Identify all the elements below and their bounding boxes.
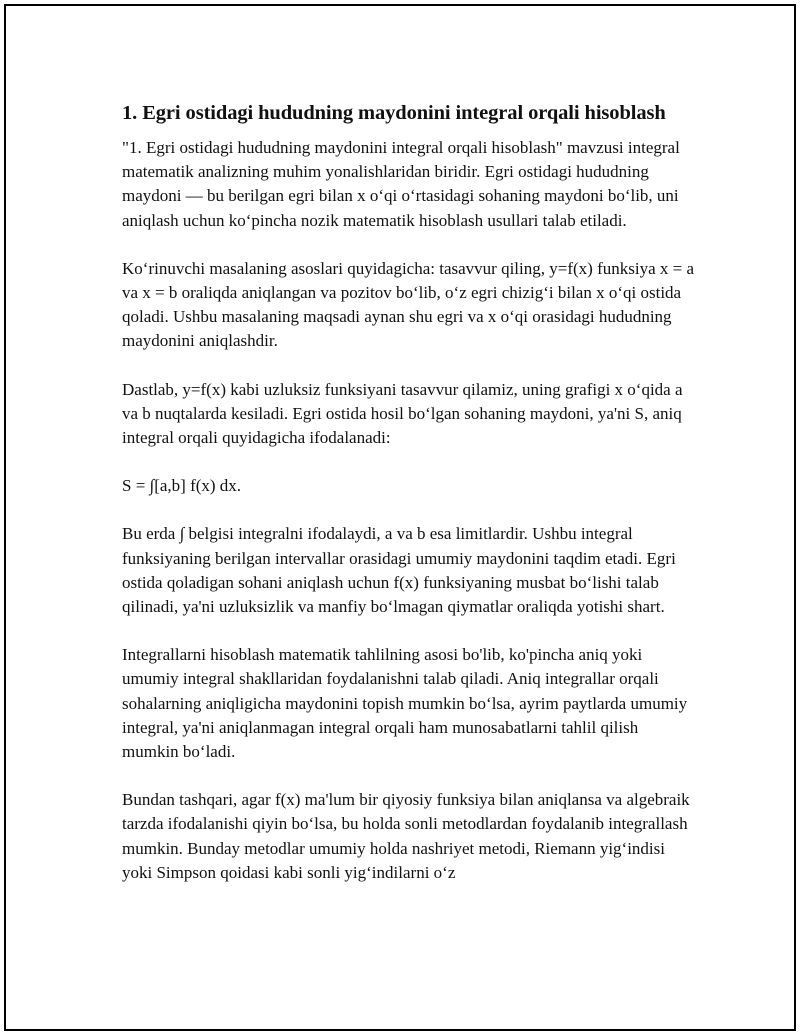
paragraph-numerical-methods: Bundan tashqari, agar f(x) ma'lum bir qiyosiy funksiya bilan aniqlansa va algebraik tarzda ifodalanishi qiyin boʻlsa, bu holda sonli metodlardan foydalanib integrallash mumkin. Bunday metodlar umumiy holda nashriyet metodi, Riemann yigʻindisi yoki Simpson qoidasi kabi sonli yigʻindilarni oʻz	[122, 790, 690, 882]
paragraph-intro: "1. Egri ostidagi hududning maydonini integral orqali hisoblash" mavzusi integral matematik analizning muhim yonalishlaridan biridir. Egri ostidagi hududning maydoni — bu berilgan egri bilan x oʻqi oʻrtasidagi sohaning maydoni boʻlib, uni aniqlash uchun koʻpincha nozik matematik hisoblash usullari talab etiladi.	[122, 138, 680, 230]
paragraph-problem-basis: Koʻrinuvchi masalaning asoslari quyidagicha: tasavvur qiling, y=f(x) funksiya x = a va x = b oraliqda aniqlangan va pozitov boʻlib, oʻz egri chizigʻi bilan x oʻqi ostida qoladi. Ushbu masalaning maqsadi aynan shu egri va x oʻqi orasidagi hududning maydonini aniqlashdir.	[122, 258, 695, 351]
paragraph-continuous-function: Dastlab, y=f(x) kabi uzluksiz funksiyani tasavvur qilamiz, uning grafigi x oʻqida a va b nuqtalarda kesiladi. Egri ostida hosil boʻlgan sohaning maydoni, ya'ni S, aniq integral orqali quyidagicha ifodalanadi:	[122, 379, 683, 448]
paragraph-formula: S = ∫[a,b] f(x) dx.	[122, 476, 242, 496]
paragraph-integral-explanation: Bu erda ∫ belgisi integralni ifodalaydi, a va b esa limitlardir. Ushbu integral funksiyaning berilgan intervallar orasidagi umumiy maydonini taqdim etadi. Egri ostida qoladigan sohani aniqlash uchun f(x) funksiyaning musbat boʻlishi talab qilinadi, ya'ni uzluksizlik va manfiy boʻlmagan qiymatlar oraliqda yotishi shart.	[122, 524, 676, 617]
paragraph-integral-calculation: Integrallarni hisoblash matematik tahlilning asosi bo'lib, ko'pincha aniq yoki umumiy integral shakllaridan foydalanishni talab qiladi. Aniq integrallar orqali sohalarning aniqligicha maydonini topish mumkin boʻlsa, ayrim paytlarda umumiy integral, ya'ni aniqlanmagan integral orqali ham munosabatlarni tahlil qilish mumkin boʻladi.	[122, 645, 688, 762]
section-heading: 1. Egri ostidagi hududning maydonini integral orqali hisoblash	[122, 102, 666, 124]
document-body	[122, 100, 694, 909]
page-frame	[4, 4, 796, 1031]
